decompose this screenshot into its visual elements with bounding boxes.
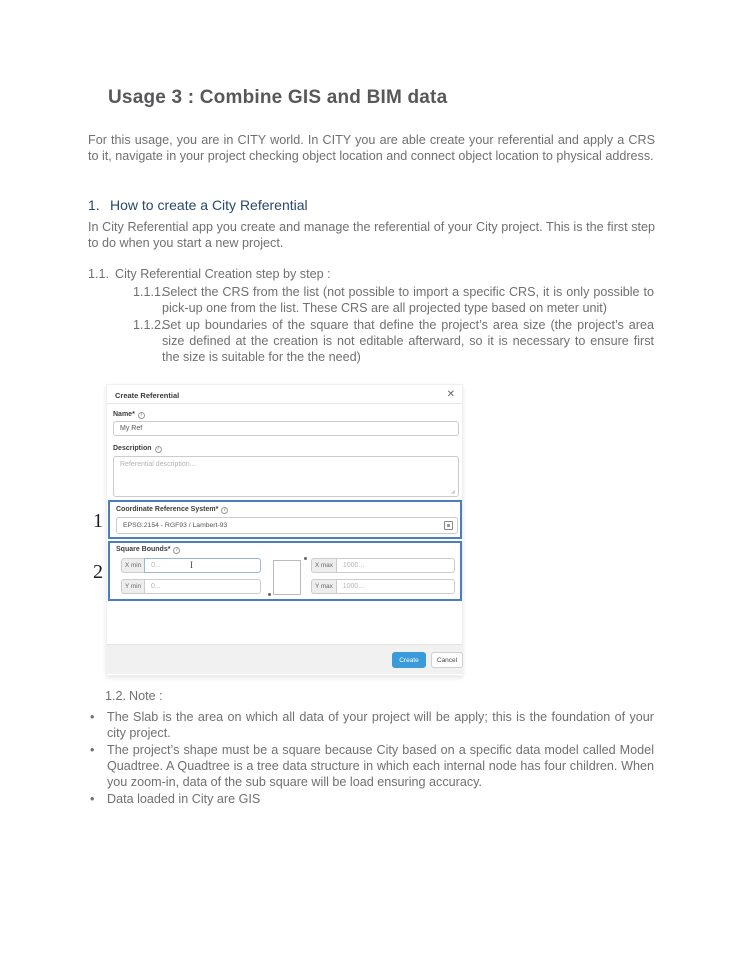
substep-1-1-2 bbox=[133, 317, 654, 365]
note-1-2-line bbox=[88, 688, 654, 704]
cancel-button[interactable]: Cancel bbox=[431, 652, 463, 668]
create-button[interactable]: Create bbox=[392, 652, 426, 668]
notes-block bbox=[88, 688, 654, 808]
info-icon[interactable]: i bbox=[138, 412, 145, 419]
bullet-item bbox=[88, 709, 654, 741]
bullet-item bbox=[88, 791, 654, 807]
resize-grip-icon[interactable]: ◢ bbox=[451, 489, 455, 495]
dialog-footer bbox=[107, 644, 462, 674]
step-1-1-title: City Referential Creation step by step : bbox=[115, 267, 331, 281]
section-heading-number: 1. bbox=[88, 197, 100, 213]
bullet-marker: • bbox=[90, 743, 95, 757]
y-max-group bbox=[311, 579, 455, 594]
square-corner-dot-bottom-left bbox=[268, 593, 271, 596]
annotation-box-square-bounds bbox=[108, 541, 462, 601]
x-min-label: X min bbox=[121, 558, 144, 573]
crs-combobox-icon[interactable] bbox=[444, 521, 453, 530]
name-input[interactable] bbox=[113, 421, 459, 436]
screenshot-create-referential-dialog bbox=[93, 384, 463, 676]
note-number: 1.2. bbox=[105, 689, 127, 703]
substep-text: Set up boundaries of the square that define the project’s area size (the project’s area size defined at the creation is not editable afterward, so it is necessary to ensure first the size is suitable for the the need) bbox=[162, 318, 654, 364]
description-field-label: Description i bbox=[113, 445, 162, 453]
description-textarea[interactable] bbox=[113, 456, 459, 497]
info-icon[interactable]: i bbox=[155, 446, 162, 453]
square-bounds-label: Square Bounds* i bbox=[116, 546, 180, 554]
bullet-text: Data loaded in City are GIS bbox=[107, 792, 261, 806]
page-title: Usage 3 : Combine GIS and BIM data bbox=[108, 87, 448, 108]
substep-text: Select the CRS from the list (not possible to import a specific CRS, it is only possible to pick-up one from the list. These CRS are all projected type based on meter unit) bbox=[162, 285, 654, 315]
section-body-paragraph: In City Referential app you create and manage the referential of your City project. This is the first step to do when you start a new project. bbox=[88, 220, 655, 250]
annotation-number-1: 1 bbox=[93, 510, 103, 532]
annotation-number-2: 2 bbox=[93, 561, 103, 583]
x-max-input[interactable] bbox=[336, 558, 455, 573]
annotation-box-crs bbox=[108, 500, 462, 539]
crs-selected-value: EPSG:2154 - RGF93 / Lambert-93 bbox=[123, 522, 228, 529]
bullet-text: The project’s shape must be a square because City based on a specific data model called Model Quadtree. A Quadtree is a tree data structure in which each internal node has four children. When you zoom-in, data of the sub square will be load ensuring accuracy. bbox=[107, 743, 654, 789]
dialog-header-divider bbox=[107, 403, 462, 404]
crs-field-label: Coordinate Reference System* i bbox=[116, 506, 228, 514]
step-1-1-number: 1.1. bbox=[88, 267, 110, 281]
bullet-item bbox=[88, 742, 654, 790]
name-field-label: Name* i bbox=[113, 411, 145, 419]
substep-1-1-1 bbox=[133, 284, 654, 316]
close-icon[interactable]: ✕ bbox=[446, 389, 455, 400]
text-cursor-icon: I bbox=[190, 560, 193, 570]
crs-select[interactable] bbox=[116, 517, 458, 534]
substep-number: 1.1.2. bbox=[133, 318, 165, 332]
dialog-title: Create Referential bbox=[115, 391, 180, 400]
y-max-label: Y max bbox=[311, 579, 336, 594]
step-1-1-line bbox=[88, 267, 655, 281]
y-min-group bbox=[121, 579, 261, 594]
y-max-input[interactable] bbox=[336, 579, 455, 594]
square-bounds-diagram bbox=[273, 560, 301, 595]
square-corner-dot-top-right bbox=[304, 557, 307, 560]
y-min-input[interactable] bbox=[144, 579, 261, 594]
section-heading bbox=[88, 197, 568, 213]
intro-paragraph: For this usage, you are in CITY world. In CITY you are able create your referential and apply a CRS to it, navigate in your project checking object location and connect object location to physical address. bbox=[88, 133, 655, 163]
x-min-input[interactable] bbox=[144, 558, 261, 573]
info-icon[interactable]: i bbox=[221, 507, 228, 514]
bullet-marker: • bbox=[90, 792, 95, 806]
y-min-label: Y min bbox=[121, 579, 144, 594]
bullet-marker: • bbox=[90, 710, 95, 724]
x-max-group bbox=[311, 558, 455, 573]
note-title: Note : bbox=[129, 689, 163, 703]
substep-list bbox=[133, 284, 654, 366]
bullet-text: The Slab is the area on which all data of your project will be apply; this is the foundation of your city project. bbox=[107, 710, 654, 740]
substep-number: 1.1.1. bbox=[133, 285, 165, 299]
x-max-label: X max bbox=[311, 558, 336, 573]
info-icon[interactable]: i bbox=[173, 547, 180, 554]
section-heading-text: How to create a City Referential bbox=[110, 197, 308, 213]
